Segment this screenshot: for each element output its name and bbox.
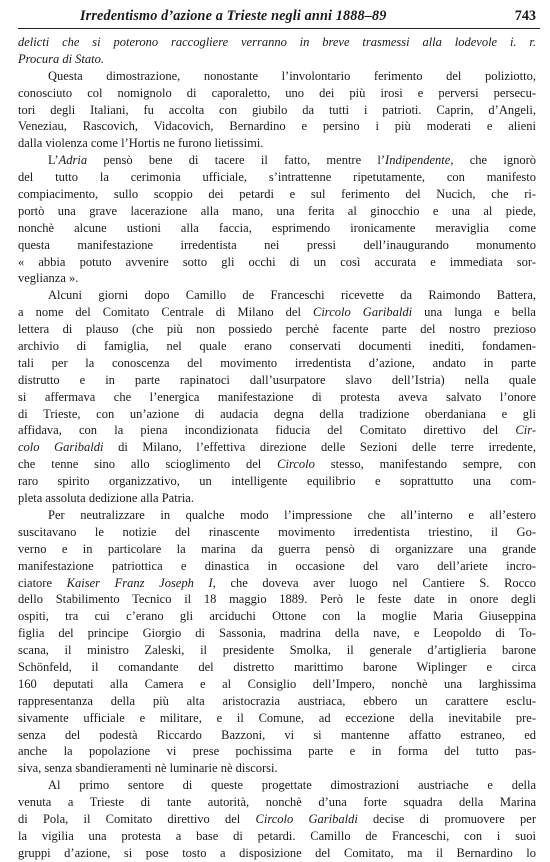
text-line: anche la popolazione vi prese pochissima parte e in forma del tutto pas- [18,744,536,759]
text-line: Questa dimostrazione, nonostante l’involontario ferimento del poliziotto, [48,68,536,83]
text-line: 160 deputati alla Camera e al Consiglio dell’Impero, nonchè una larghissima [18,676,536,691]
page-header [18,6,540,30]
text-line: nonchè alcune ustioni alla faccia, esprimendo ironicamente meraviglia come [18,220,536,235]
text-line: colo Garibaldi di Milano, l’effettiva direzione delle Sezioni delle terre irredente, [18,440,536,455]
text-line: Alcuni giorni dopo Camillo de Franceschi ricevette da Raimondo Battera, [48,288,536,303]
text-line: del tutto la cerimonia ufficiale, s’intrattenne ripetutamente, con manifesto [18,170,536,185]
text-line: la vigilia una protesta a base di petardi. Camillo de Franceschi, con i suoi [18,828,536,843]
text-line: veglianza ». [18,271,79,286]
text-line: distrutto e in parte rapinatoci dall’usurpatore slavo dell’Istria) nella quale [18,372,536,387]
text-line: questa manifestazione irredentista nei pressi dell’inaugurando monumento [18,237,536,252]
text-line: ospiti, tra cui c’erano gli arciduchi Ottone con la moglie Maria Giuseppina [18,609,536,624]
text-line: Veneziau, Rascovich, Vidacovich, Bernardino e persino i più moderati e alieni [18,119,536,134]
page-number: 743 [514,8,536,24]
text-line: raro spirito organizzativo, un intelligente equilibrio e soprattutto una com- [18,474,536,489]
text-line: gruppi d’azione, si pose tosto a disposizione del Comitato, ma il Bernardino lo [18,845,536,860]
text-line: delicti che si poterono raccogliere verranno in breve trasmessi alla lodevole i. r. [18,35,536,49]
text-line: lettera di plauso (che più non possiedo perchè facente parte del nostro prezioso [18,322,536,337]
text-line: Al primo sentore di queste progettate dimostrazioni austriache e della [48,778,536,793]
header-rule [18,28,540,29]
text-line: suscitavano le notizie del rinascente movimento irredentista triestino, il Go- [18,524,536,539]
text-line: conosciuto col nomignolo di caporaletto, uno dei più irosi e perversi persecu- [18,85,536,100]
text-line: Schönfeld, il comandante del distretto marittimo barone Wiplinger e circa [18,659,536,674]
text-line: dello Stabilimento Tecnico il 18 maggio 1889. Però le feste date in onore degli [18,592,536,607]
text-line: di Pola, il Comitato direttivo del Circolo Garibaldi decise di promuovere per [18,811,536,826]
text-line: « abbia potuto avvenire sotto gli occhi di un così accurata e immediata sor- [18,254,536,269]
text-line: L’Adria pensò bene di tacere il fatto, mentre l’Indipendente, che ignorò [48,153,536,168]
text-line: manifestazione patriottica e dinastica in occasione del varo dell’ariete incro- [18,558,536,573]
text-line: scana, il ministro Zaleski, il presidente Smolka, il generale d’artiglieria barone [18,643,536,658]
text-line: pleta assoluta dedizione alla Patria. [18,491,194,506]
text-line: di Trieste, con un’azione di audacia degna della tradizione oberdaniana e gli [18,406,536,421]
text-line: si affermava che l’energica manifestazione di protesta aveva salvato l’onore [18,389,536,404]
text-line: figlia del principe Giorgio di Sassonia, madrina della nave, e Leopoldo di To- [18,626,536,641]
text-line: sivamente ufficiale e militare, e il Comune, ad eccezione della inevitabile pre- [18,710,536,725]
text-line: tali per la conoscenza del movimento irredentista d’azione, andato in parte [18,355,536,370]
text-line: venuta a Trieste di tante autorità, nonchè d’una forte squadra della Marina [18,795,536,810]
text-line: archivio di famiglia, nel quale erano conservati documenti inediti, fondamen- [18,339,536,354]
body-text [18,34,536,862]
text-line: portò una grave lacerazione alla mano, una ferita al ginocchio e una al piede, [18,203,536,218]
text-line: verno e in particolare la marina da guerra pensò di organizzare una grande [18,541,536,556]
text-line: ciatore Kaiser Franz Joseph I, che doveva aver luogo nel Cantiere S. Rocco [18,575,536,590]
text-line: senza del podestà Riccardo Bazzoni, vi si mantenne affatto estraneo, ed [18,727,536,742]
text-line: Per neutralizzare in qualche modo l’impressione che all’interno e all’estero [48,507,536,522]
text-line: dalla violenza come l’Hortis ne furono lietissimi. [18,136,264,151]
text-line: rappresentanza della più alta aristocrazia austriaca, ebbero un carattere esclu- [18,693,536,708]
running-title: Irredentismo d’azione a Trieste negli anni 1888–89 [80,8,387,24]
text-line: siva, senza sbandieramenti nè luminarie nè discorsi. [18,761,278,776]
text-line: compiacimento, sullo scoppio dei petardi e sul ferimento del Nucich, che ri- [18,187,536,202]
text-line: che tenne sino allo scioglimento del Circolo stesso, manifestando sempre, con [18,457,536,472]
text-line: tori degli Italiani, fu accolta con giubilo da tutti i patrioti. Caprin, d’Angeli, [18,102,536,117]
text-line: Procura di Stato. [18,51,104,66]
text-line: a nome del Comitato Centrale di Milano del Circolo Garibaldi una lunga e bella [18,305,536,320]
text-line: affidava, con la piena incondizionata fiducia del Comitato direttivo del Cir- [18,423,536,438]
